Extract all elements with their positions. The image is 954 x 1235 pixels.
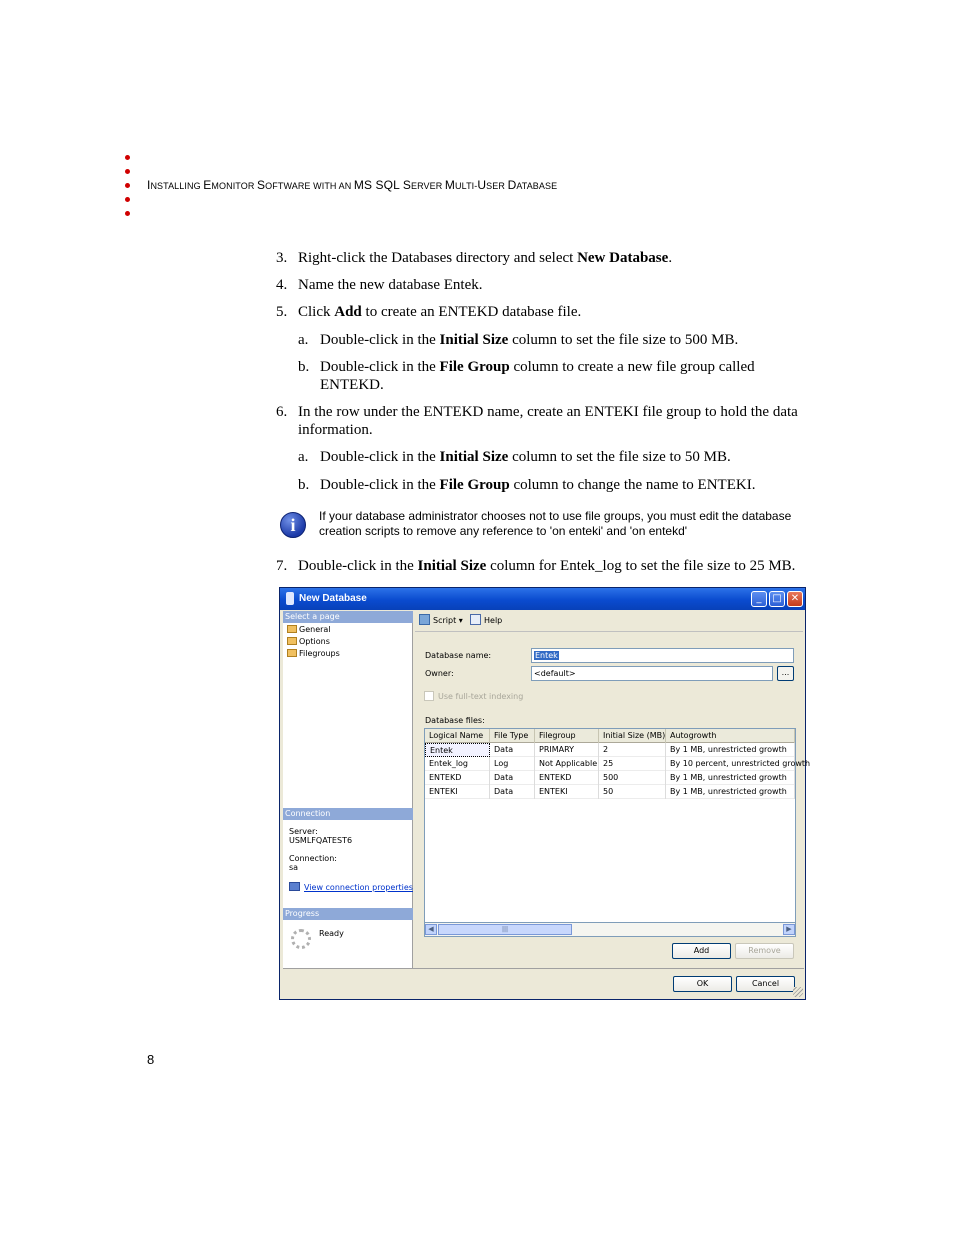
grid-cell[interactable]: Data bbox=[490, 785, 535, 799]
new-database-dialog bbox=[279, 587, 811, 1000]
column-header[interactable]: Filegroup bbox=[535, 729, 599, 743]
footer-separator bbox=[283, 968, 804, 969]
script-button[interactable]: Script ▾ bbox=[419, 614, 463, 628]
script-icon bbox=[419, 614, 430, 625]
progress-spinner-icon bbox=[291, 929, 311, 949]
page-number: 8 bbox=[147, 1052, 155, 1067]
column-header[interactable]: Logical Name bbox=[425, 729, 490, 743]
grid-header-row bbox=[425, 729, 795, 743]
grid-cell[interactable]: ENTEKD bbox=[425, 771, 490, 785]
note-text: If your database administrator chooses not to use file groups, you must edit the database creation scripts to remove any reference to 'on enteki' and 'on entekd' bbox=[319, 509, 792, 538]
table-row[interactable] bbox=[425, 743, 795, 757]
maximize-button[interactable]: □ bbox=[769, 591, 785, 607]
view-connection-properties-link[interactable]: View connection properties bbox=[289, 882, 413, 892]
owner-browse-button[interactable]: ... bbox=[777, 666, 794, 681]
fulltext-checkbox[interactable] bbox=[424, 691, 434, 701]
grid-cell[interactable]: Not Applicable bbox=[535, 757, 599, 771]
scroll-left-icon[interactable]: ◀ bbox=[425, 924, 437, 935]
add-button[interactable]: Add bbox=[672, 943, 731, 959]
grid-cell[interactable]: 2 bbox=[599, 743, 666, 757]
owner-label: Owner: bbox=[425, 669, 454, 678]
scroll-right-icon[interactable]: ▶ bbox=[783, 924, 795, 935]
grid-cell[interactable]: Data bbox=[490, 771, 535, 785]
help-icon bbox=[470, 614, 481, 625]
dialog-titlebar[interactable] bbox=[280, 588, 805, 610]
resize-grip-icon[interactable] bbox=[793, 987, 803, 997]
fulltext-label: Use full-text indexing bbox=[438, 692, 524, 701]
grid-cell[interactable]: Data bbox=[490, 743, 535, 757]
dialog-title: New Database bbox=[299, 593, 367, 604]
grid-cell[interactable]: PRIMARY bbox=[535, 743, 599, 757]
column-header[interactable]: Initial Size (MB) bbox=[599, 729, 666, 743]
connection-icon bbox=[289, 882, 300, 891]
database-files-label: Database files: bbox=[425, 716, 485, 725]
page-item-filegroups[interactable]: Filegroups bbox=[287, 648, 340, 659]
database-files-grid bbox=[424, 728, 811, 937]
connection-header: Connection bbox=[283, 808, 413, 820]
connection-label: Connection: bbox=[289, 854, 337, 863]
page-item-options[interactable]: Options bbox=[287, 636, 330, 647]
minimize-button[interactable]: _ bbox=[751, 591, 767, 607]
red-bullet-icon bbox=[125, 169, 130, 174]
grid-cell[interactable]: ENTEKI bbox=[425, 785, 490, 799]
grid-cell[interactable]: 500 bbox=[599, 771, 666, 785]
database-icon bbox=[286, 592, 294, 605]
server-label: Server: bbox=[289, 827, 318, 836]
running-header-title: INSTALLING EMONITOR SOFTWARE WITH AN MS SQL SERVER MULTI-USER DATABASE bbox=[147, 178, 558, 192]
page-icon bbox=[287, 625, 297, 633]
page-item-general[interactable]: General bbox=[287, 624, 331, 635]
owner-input[interactable]: <default> bbox=[531, 666, 773, 681]
server-value: USMLFQATEST6 bbox=[289, 836, 353, 845]
help-button[interactable]: Help bbox=[470, 614, 502, 628]
step-5b: b. Double-click in the File Group column to create a new file group called ENTEKD. bbox=[298, 359, 755, 393]
grid-cell[interactable]: Entek bbox=[425, 743, 490, 757]
cancel-button[interactable]: Cancel bbox=[736, 976, 795, 992]
grid-cell[interactable]: By 1 MB, unrestricted growth bbox=[666, 771, 795, 785]
info-icon: i bbox=[280, 512, 306, 538]
left-pane bbox=[283, 611, 413, 968]
grid-cell[interactable]: Entek_log bbox=[425, 757, 490, 771]
table-row[interactable] bbox=[425, 771, 795, 785]
progress-header: Progress bbox=[283, 908, 413, 920]
red-bullet-icon bbox=[125, 197, 130, 202]
progress-status: Ready bbox=[319, 929, 344, 938]
page-icon bbox=[287, 649, 297, 657]
database-name-label: Database name: bbox=[425, 651, 492, 660]
step-6: 6. In the row under the ENTEKD name, create an ENTEKI file group to hold the data information. bbox=[276, 404, 798, 438]
connection-value: sa bbox=[289, 863, 299, 872]
column-header[interactable]: File Type bbox=[490, 729, 535, 743]
grid-cell[interactable]: 50 bbox=[599, 785, 666, 799]
ok-button[interactable]: OK bbox=[673, 976, 732, 992]
grid-cell[interactable]: Log bbox=[490, 757, 535, 771]
red-bullet-icon bbox=[125, 155, 130, 160]
database-name-input[interactable]: Entek bbox=[531, 648, 794, 663]
close-button[interactable]: ✕ bbox=[787, 591, 803, 607]
horizontal-scrollbar[interactable] bbox=[424, 922, 796, 937]
red-bullet-icon bbox=[125, 211, 130, 216]
grid-cell[interactable]: ENTEKI bbox=[535, 785, 599, 799]
grid-cell[interactable]: 25 bbox=[599, 757, 666, 771]
red-bullet-icon bbox=[125, 183, 130, 188]
table-row[interactable] bbox=[425, 757, 811, 771]
grid-cell[interactable]: By 10 percent, unrestricted growth bbox=[666, 757, 795, 771]
scroll-thumb[interactable]: ||| bbox=[438, 924, 572, 935]
grid-cell[interactable]: By 1 MB, unrestricted growth bbox=[666, 743, 795, 757]
grid-cell[interactable]: By 1 MB, unrestricted growth bbox=[666, 785, 795, 799]
toolbar-separator bbox=[415, 631, 803, 632]
table-row[interactable] bbox=[425, 785, 795, 799]
page-icon bbox=[287, 637, 297, 645]
grid-cell[interactable]: ENTEKD bbox=[535, 771, 599, 785]
select-page-header: Select a page bbox=[283, 611, 413, 623]
remove-button[interactable]: Remove bbox=[735, 943, 794, 959]
column-header[interactable]: Autogrowth bbox=[666, 729, 795, 743]
